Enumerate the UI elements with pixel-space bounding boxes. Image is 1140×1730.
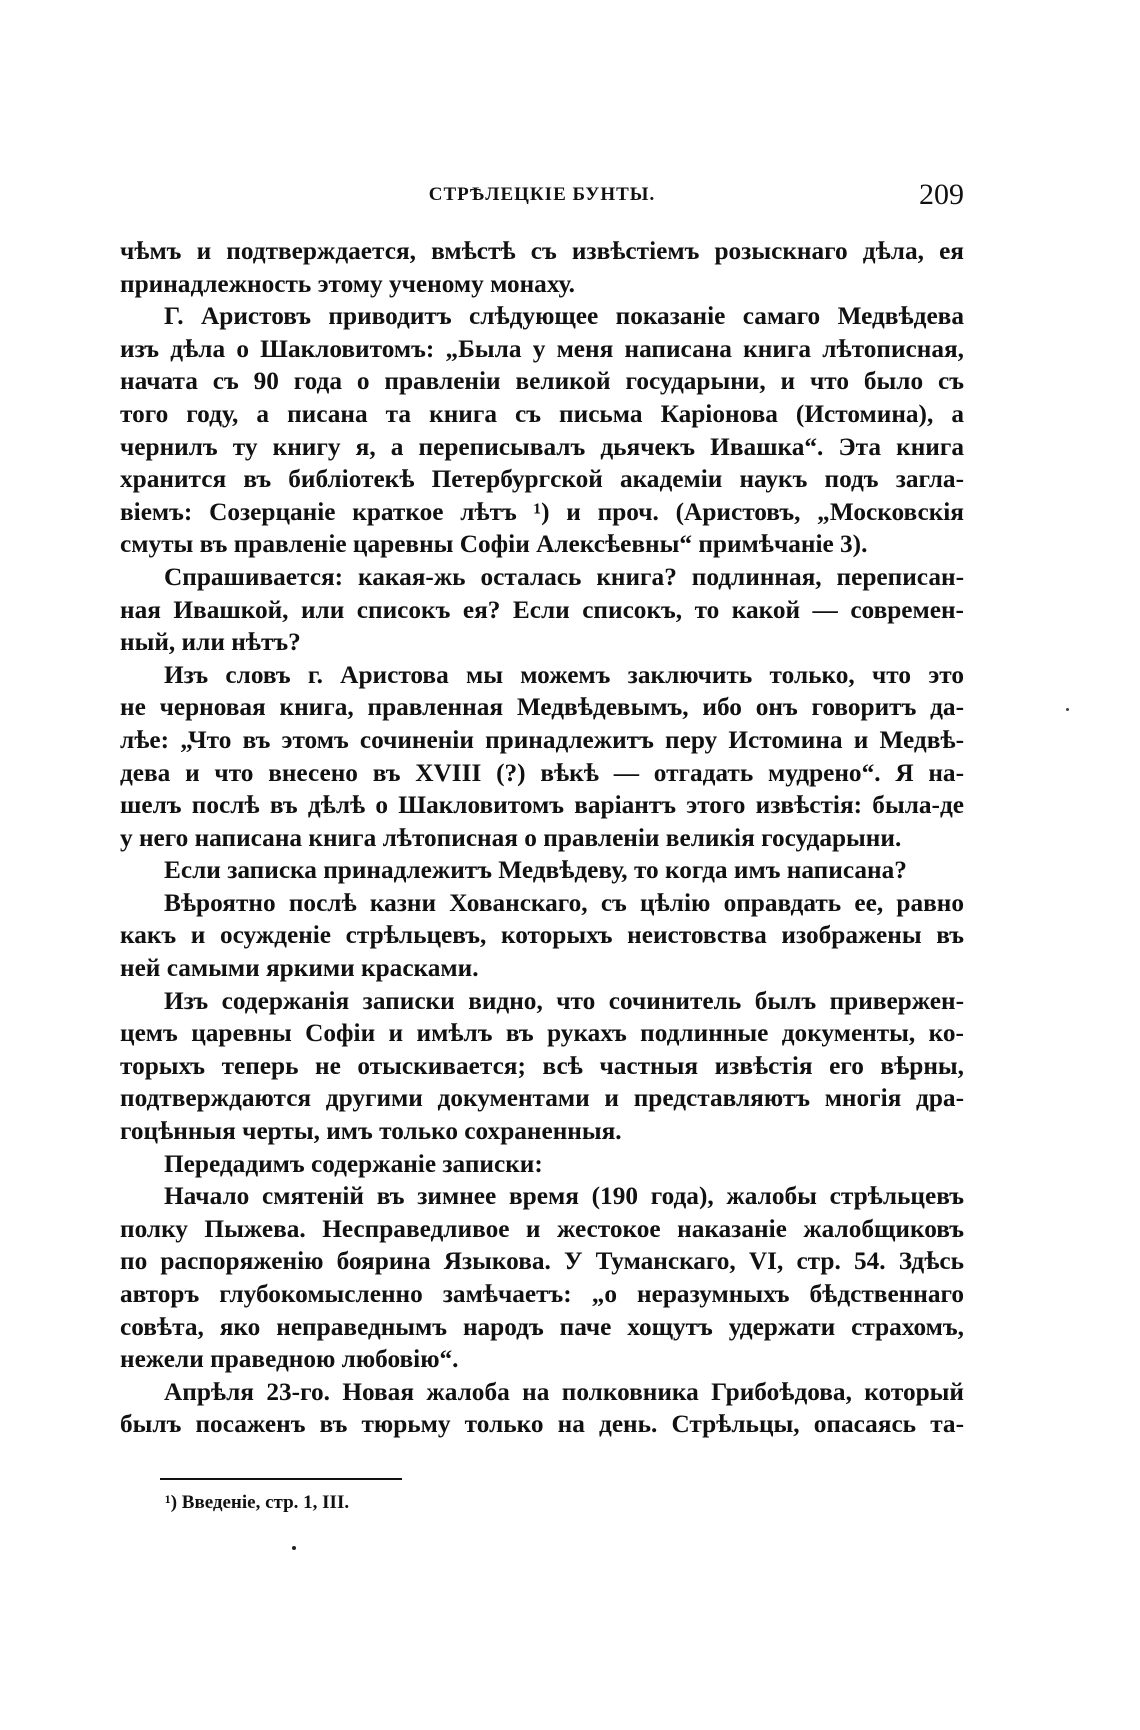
text-line: начата съ 90 года о правленіи великой государыни, и что было съ xyxy=(120,367,964,396)
text-line: смуты въ правленіе царевны Софіи Алексѣевны“ примѣчаніе 3). xyxy=(120,530,868,559)
text-line: Спрашивается: какая-жь осталась книга? подлинная, переписан- xyxy=(164,562,964,591)
text-line: дева и что внесено въ XVIII (?) вѣкѣ — отгадать мудрено“. Я на- xyxy=(120,758,964,787)
text-line: изъ дѣла о Шакловитомъ: „Была у меня написана книга лѣтописная, xyxy=(120,334,964,363)
text-line: ный, или нѣтъ? xyxy=(120,628,301,657)
text-line: чернилъ ту книгу я, а переписывалъ дьячекъ Ивашка“. Эта книга xyxy=(120,432,964,461)
text-line: гоцѣнныя черты, имъ только сохраненныя. xyxy=(120,1117,622,1146)
text-line: ная Ивашкой, или списокъ ея? Если списокъ, то какой — современ- xyxy=(120,595,964,624)
text-line: шелъ послѣ въ дѣлѣ о Шакловитомъ варіантъ этого извѣстія: была-де xyxy=(120,791,964,820)
footnote-rule xyxy=(160,1478,402,1480)
print-speck xyxy=(1066,708,1069,711)
footnote: ¹) Введеніе, стр. 1, III. xyxy=(165,1492,350,1513)
text-line: того году, а писана та книга съ письма Каріонова (Истомина), а xyxy=(120,399,964,428)
text-line: хранится въ библіотекѣ Петербургской академіи наукъ подъ загла- xyxy=(120,465,964,494)
text-line: Вѣроятно послѣ казни Хованскаго, съ цѣлію оправдать ее, равно xyxy=(164,888,964,917)
text-line: торыхъ теперь не отыскивается; всѣ частныя извѣстія его вѣрны, xyxy=(120,1051,964,1080)
text-line: у него написана книга лѣтописная о правленіи великія государыни. xyxy=(120,823,902,852)
text-line: віемъ: Созерцаніе краткое лѣтъ ¹) и проч. (Аристовъ, „Московскія xyxy=(120,497,964,526)
text-line: Апрѣля 23-го. Новая жалоба на полковника Грибоѣдова, который xyxy=(164,1377,964,1406)
text-line: лѣе: „Что въ этомъ сочиненіи принадлежитъ перу Истомина и Медвѣ- xyxy=(120,725,964,754)
text-line: по распоряженію боярина Языкова. У Туманскаго, VI, стр. 54. Здѣсь xyxy=(120,1247,964,1276)
text-line: Начало смятеній въ зимнее время (190 года), жалобы стрѣльцевъ xyxy=(164,1182,964,1211)
text-line: подтверждаются другими документами и представляютъ многія дра- xyxy=(120,1084,964,1113)
print-speck xyxy=(292,1546,296,1550)
text-line: авторъ глубокомысленно замѣчаетъ: „о неразумныхъ бѣдственнаго xyxy=(120,1280,964,1308)
body-text xyxy=(120,235,964,1441)
text-line: принадлежность этому ученому монаху. xyxy=(120,269,575,298)
text-line: нежели праведною любовію“. xyxy=(120,1345,459,1374)
text-line: цемъ царевны Софіи и имѣлъ въ рукахъ подлинные документы, ко- xyxy=(120,1019,964,1048)
text-line: ней самыми яркими красками. xyxy=(120,954,479,983)
text-line: не черновая книга, правленная Медвѣдевымъ, ибо онъ говоритъ да- xyxy=(120,693,964,722)
text-line: какъ и осужденіе стрѣльцевъ, которыхъ неистовства изображены въ xyxy=(120,921,964,950)
text-line: Если записка принадлежитъ Медвѣдеву, то когда имъ написана? xyxy=(164,856,907,885)
running-title: СТРѢЛЕЦКІЕ БУНТЫ. xyxy=(428,184,656,205)
text-line: былъ посаженъ въ тюрьму только на день. Стрѣльцы, опасаясь та- xyxy=(120,1410,964,1439)
text-line: Изъ содержанія записки видно, что сочинитель былъ привержен- xyxy=(164,986,964,1015)
page-number: 209 xyxy=(919,178,964,211)
text-line: Изъ словъ г. Аристова мы можемъ заключить только, что это xyxy=(164,660,964,689)
text-line: совѣта, яко неправеднымъ народъ паче хощутъ удержати страхомъ, xyxy=(120,1312,964,1341)
text-line: Г. Аристовъ приводитъ слѣдующее показаніе самаго Медвѣдева xyxy=(164,302,964,331)
running-head xyxy=(120,178,964,218)
text-line: полку Пыжева. Несправедливое и жестокое наказаніе жалобщиковъ xyxy=(120,1214,964,1243)
text-line: чѣмъ и подтверждается, вмѣстѣ съ извѣстіемъ розыскнаго дѣла, ея xyxy=(120,237,964,265)
text-line: Передадимъ содержаніе записки: xyxy=(164,1149,543,1178)
